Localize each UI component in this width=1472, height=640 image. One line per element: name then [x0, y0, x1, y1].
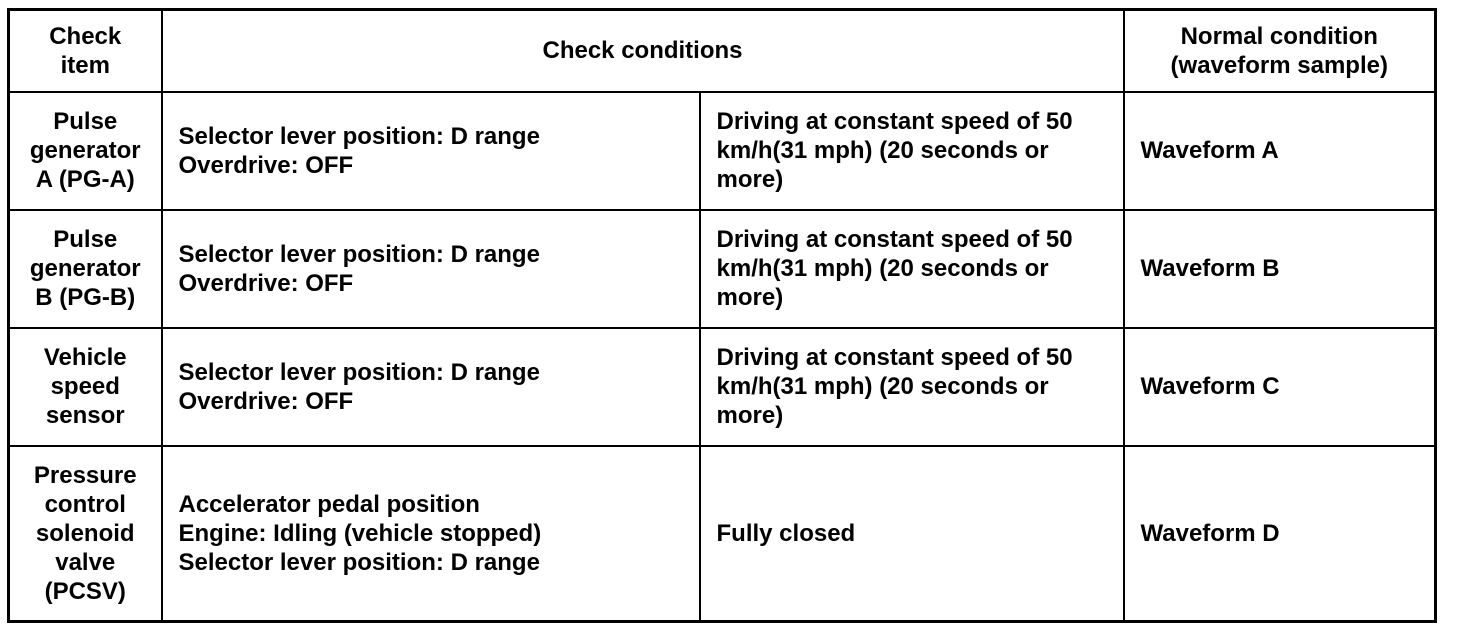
- check-item-line: solenoid: [35, 519, 135, 547]
- waveform-label: Waveform C: [1140, 373, 1280, 400]
- detail-line: Driving at constant speed of 50: [716, 226, 1073, 253]
- normal-condition-cell: [1124, 446, 1436, 622]
- table-row: [9, 328, 1436, 446]
- waveform-label: Waveform A: [1140, 137, 1279, 164]
- table-row: [9, 92, 1436, 210]
- table-row: [9, 210, 1436, 328]
- check-item-line: speed: [50, 373, 120, 400]
- condition-line: Selector lever position: D range: [178, 122, 540, 150]
- waveform-label: Waveform B: [1140, 255, 1280, 282]
- condition-line: Overdrive: OFF: [178, 387, 354, 415]
- header-normal-condition: [1124, 10, 1436, 92]
- header-check-conditions-label: Check conditions: [542, 37, 743, 65]
- condition-line: Selector lever position: D range: [178, 240, 540, 268]
- condition-line: Selector lever position: D range: [178, 358, 540, 386]
- check-condition-cell: [162, 328, 700, 446]
- header-row: [9, 10, 1436, 92]
- condition-line: Overdrive: OFF: [178, 151, 354, 179]
- detail-line: km/h(31 mph) (20 seconds or: [716, 255, 1049, 282]
- header-normal-condition-line: (waveform sample): [1170, 51, 1388, 79]
- waveform-label: Waveform D: [1140, 519, 1280, 547]
- check-item-line: control: [44, 490, 126, 518]
- check-item-cell: [9, 328, 162, 446]
- check-detail-cell: [700, 92, 1124, 210]
- header-check-item-line: item: [60, 51, 110, 79]
- condition-line: Overdrive: OFF: [178, 269, 354, 297]
- detail-line: more): [716, 166, 784, 193]
- check-detail-cell: [700, 210, 1124, 328]
- check-condition-cell: [162, 446, 700, 622]
- check-table: [7, 8, 1437, 623]
- check-item-line: B (PG-B): [35, 284, 136, 311]
- check-item-line: (PCSV): [44, 577, 126, 605]
- check-item-line: generator: [29, 255, 141, 282]
- normal-condition-cell: [1124, 210, 1436, 328]
- detail-line: Fully closed: [716, 519, 856, 547]
- check-item-line: A (PG-A): [35, 166, 135, 193]
- condition-line: Accelerator pedal position: [178, 490, 480, 518]
- detail-line: km/h(31 mph) (20 seconds or: [716, 373, 1049, 400]
- check-detail-cell: [700, 328, 1124, 446]
- check-item-line: generator: [29, 137, 141, 164]
- header-normal-condition-line: Normal condition: [1180, 22, 1378, 50]
- check-detail-cell: [700, 446, 1124, 622]
- check-condition-cell: [162, 210, 700, 328]
- check-item-line: sensor: [45, 402, 125, 429]
- check-item-line: Vehicle: [43, 344, 127, 371]
- detail-line: km/h(31 mph) (20 seconds or: [716, 137, 1049, 164]
- check-item-line: Pressure: [33, 461, 137, 489]
- detail-line: more): [716, 402, 784, 429]
- condition-line: Selector lever position: D range: [178, 548, 540, 576]
- check-condition-cell: [162, 92, 700, 210]
- check-item-line: valve: [55, 548, 116, 576]
- table-row: [9, 446, 1436, 622]
- check-item-cell: [9, 210, 162, 328]
- check-item-line: Pulse: [53, 108, 118, 135]
- check-item-line: Pulse: [53, 226, 118, 253]
- detail-line: Driving at constant speed of 50: [716, 344, 1073, 371]
- normal-condition-cell: [1124, 92, 1436, 210]
- header-check-item: [9, 10, 162, 92]
- detail-line: Driving at constant speed of 50: [716, 108, 1073, 135]
- detail-line: more): [716, 284, 784, 311]
- check-item-cell: [9, 446, 162, 622]
- check-item-cell: [9, 92, 162, 210]
- header-check-conditions: [162, 10, 1124, 92]
- header-check-item-line: Check: [49, 22, 122, 50]
- condition-line: Engine: Idling (vehicle stopped): [178, 519, 542, 547]
- normal-condition-cell: [1124, 328, 1436, 446]
